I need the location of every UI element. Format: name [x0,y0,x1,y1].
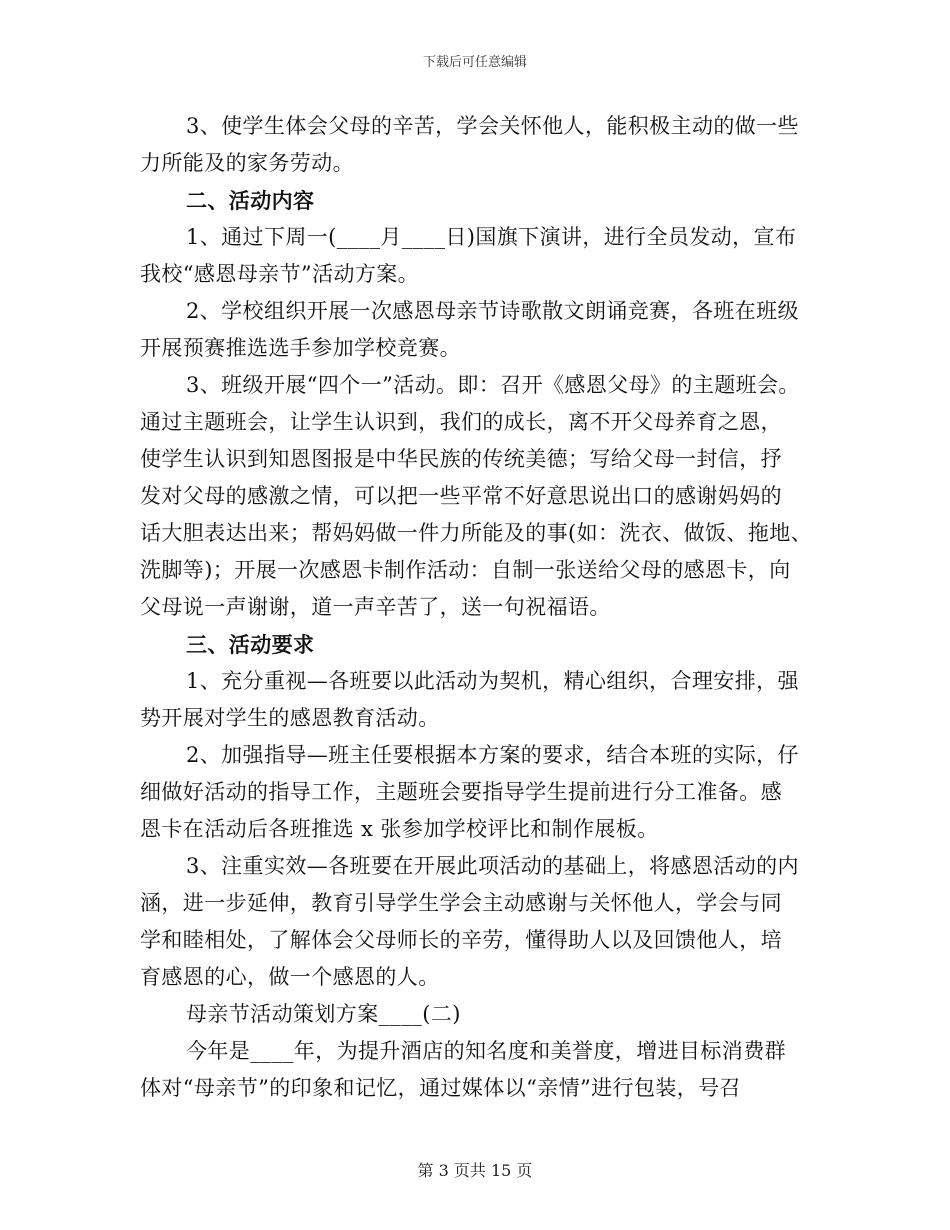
text-line: 1、充分重视—各班要以此活动为契机，精心组织，合理安排，强 [186,669,799,693]
text-line: 3、班级开展“四个一”活动。即：召开《感恩父母》的主题班会。 [186,373,800,397]
section-heading: 三、活动要求 [186,632,315,657]
text-line: 力所能及的家务劳动。 [140,151,354,175]
section-heading: 二、活动内容 [186,188,315,213]
text-line: 细做好活动的指导工作，主题班会要指导学生提前进行分工准备。感 [140,780,782,804]
text-line: 洗脚等)；开展一次感恩卡制作活动：自制一张送给父母的感恩卡，向 [140,558,791,582]
text-line: 1、通过下周一(____月____日)国旗下演讲，进行全员发动，宣布 [186,225,797,249]
text-line: 恩卡在活动后各班推选 x 张参加学校评比和制作展板。 [140,817,659,841]
text-line: 通过主题班会，让学生认识到，我们的成长，离不开父母养育之恩， [140,410,782,434]
text-line: 育感恩的心，做一个感恩的人。 [140,965,440,989]
text-line: 母亲节活动策划方案____(二) [186,1002,461,1026]
text-line: 3、使学生体会父母的辛苦，学会关怀他人，能积极主动的做一些 [186,114,799,138]
document-body [140,108,840,1107]
text-line: 涵，进一步延伸，教育引导学生学会主动感谢与关怀他人，学会与同 [140,891,782,915]
text-line: 2、加强指导—班主任要根据本方案的要求，结合本班的实际，仔 [186,743,799,767]
text-line: 势开展对学生的感恩教育活动。 [140,706,440,730]
text-line: 今年是____年，为提升酒店的知名度和美誉度，增进目标消费群 [186,1039,786,1063]
text-line: 父母说一声谢谢，道一声辛苦了，送一句祝福语。 [140,595,611,619]
text-line: 3、注重实效—各班要在开展此项活动的基础上，将感恩活动的内 [186,854,799,878]
page-header: 下载后可任意编辑 [422,55,527,70]
text-line: 体对“母亲节”的印象和记忆，通过媒体以“亲情”进行包装，号召 [140,1076,741,1100]
text-line: 学和睦相处，了解体会父母师长的辛劳，懂得助人以及回馈他人，培 [140,928,782,952]
text-line: 2、学校组织开展一次感恩母亲节诗歌散文朗诵竞赛，各班在班级 [186,299,799,323]
text-line: 使学生认识到知恩图报是中华民族的传统美德；写给父母一封信，抒 [140,447,782,471]
text-line: 我校“感恩母亲节”活动方案。 [140,262,420,286]
text-line: 话大胆表达出来；帮妈妈做一件力所能及的事(如：洗衣、做饭、拖地、 [140,521,812,545]
page-footer: 第 3 页共 15 页 [417,1161,533,1180]
text-line: 开展预赛推选选手参加学校竞赛。 [140,336,461,360]
text-line: 发对父母的感激之情，可以把一些平常不好意思说出口的感谢妈妈的 [140,484,782,508]
